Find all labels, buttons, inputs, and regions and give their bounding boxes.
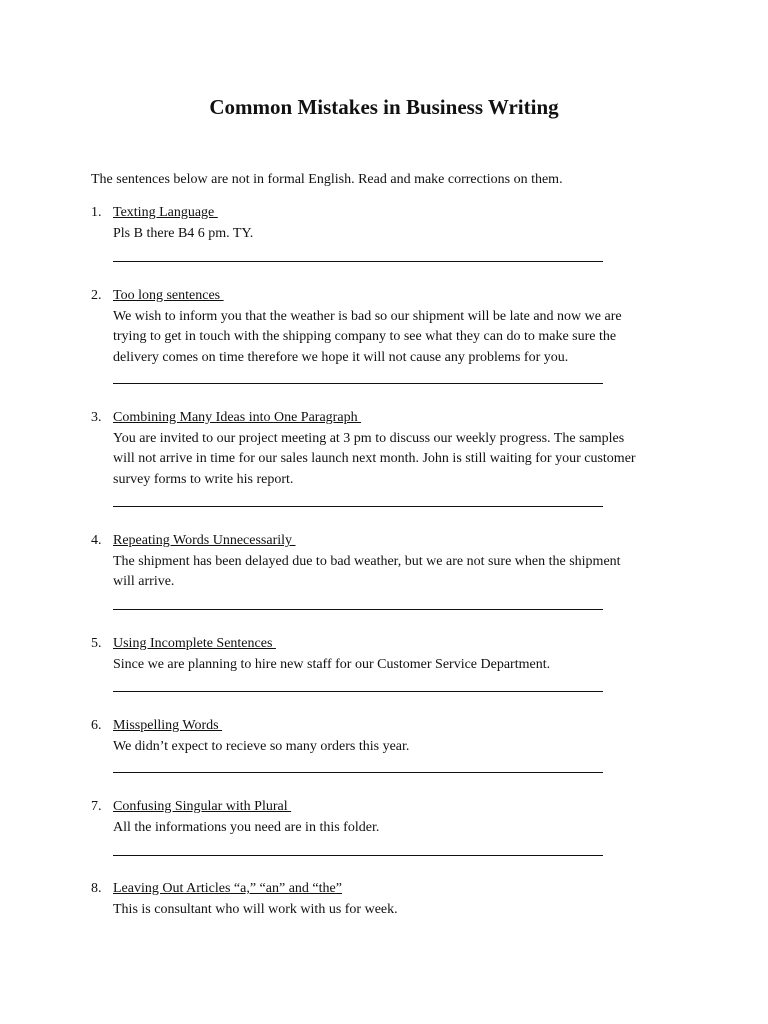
item-number: 4.: [91, 533, 102, 548]
item-heading: Too long sentences: [113, 288, 224, 303]
example-sentence: We wish to inform you that the weather is bad so our shipment will be late and now we are: [113, 308, 622, 324]
example-sentence: will not arrive in time for our sales launch next month. John is still waiting for your customer: [113, 451, 636, 466]
item-number: 8.: [91, 881, 102, 896]
answer-line[interactable]: [113, 772, 603, 773]
item-heading: Texting Language: [113, 205, 218, 220]
item-number: 5.: [91, 636, 102, 651]
answer-line[interactable]: [113, 383, 603, 384]
item-number: 7.: [91, 799, 102, 814]
item-number: 1.: [91, 205, 102, 220]
answer-line[interactable]: [113, 261, 603, 262]
item-number: 3.: [91, 410, 102, 425]
instructions: The sentences below are not in formal English. Read and make corrections on them.: [91, 172, 563, 187]
example-sentence: You are invited to our project meeting at 3 pm to discuss our weekly progress. The samples: [113, 430, 625, 446]
example-sentence: Pls B there B4 6 pm. TY.: [113, 225, 254, 241]
example-sentence: This is consultant who will work with us for week.: [113, 901, 398, 917]
example-sentence: We didn’t expect to recieve so many orders this year.: [113, 738, 410, 754]
answer-line[interactable]: [113, 506, 603, 507]
answer-line[interactable]: [113, 609, 603, 610]
example-sentence: The shipment has been delayed due to bad weather, but we are not sure when the shipment: [113, 553, 621, 569]
page-title: Common Mistakes in Business Writing: [209, 95, 559, 119]
example-sentence: All the informations you need are in this folder.: [113, 819, 380, 835]
example-sentence: survey forms to write his report.: [113, 471, 294, 487]
item-heading: Confusing Singular with Plural: [113, 799, 292, 814]
example-sentence: trying to get in touch with the shipping company to see what they can do to make sure the: [113, 329, 617, 344]
item-heading: Repeating Words Unnecessarily: [113, 533, 296, 548]
item-number: 6.: [91, 718, 102, 733]
item-heading: Misspelling Words: [113, 718, 223, 733]
item-heading: Using Incomplete Sentences: [113, 636, 276, 651]
item-heading: Leaving Out Articles “a,” “an” and “the”: [113, 881, 342, 896]
example-sentence: Since we are planning to hire new staff for our Customer Service Department.: [113, 656, 551, 672]
example-sentence: delivery comes on time therefore we hope it will not cause any problems for you.: [113, 349, 569, 365]
item-number: 2.: [91, 288, 102, 303]
answer-line[interactable]: [113, 691, 603, 692]
answer-line[interactable]: [113, 855, 603, 856]
item-heading: Combining Many Ideas into One Paragraph: [113, 410, 362, 425]
example-sentence: will arrive.: [113, 574, 175, 589]
